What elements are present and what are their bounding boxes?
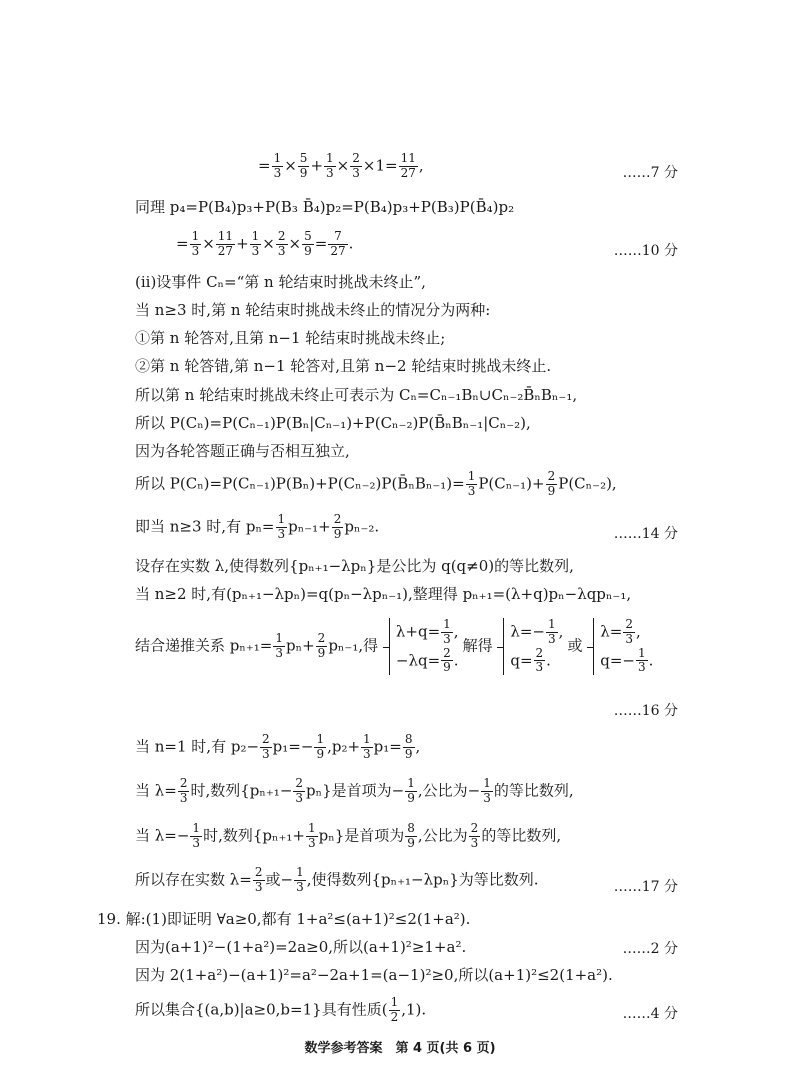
- fraction: $\frac{11}{27}$: [217, 229, 234, 258]
- fraction: $\frac{2}{9}$: [317, 631, 326, 661]
- fraction: $\frac{8}{9}$: [407, 821, 415, 850]
- fraction: $\frac{11}{27}$: [400, 151, 416, 180]
- text-line: 因为(a+1)²−(1+a²)=2a≥0,所以(a+1)²≥1+a².: [135, 938, 467, 956]
- fraction: $\frac{1}{3}$: [275, 631, 283, 661]
- fraction: $\frac{7}{27}$: [330, 229, 346, 258]
- score-mark: ……2 分: [622, 941, 678, 957]
- fraction: $\frac{1}{3}$: [192, 821, 201, 850]
- page-footer: 数学参考答案 第 4 页(共 6 页): [304, 1041, 496, 1056]
- fraction: $\frac{1}{3}$: [467, 469, 476, 498]
- equation-line-case-two: 当 λ=− $\frac{1}{3}$ 时,数列{pₙ₊₁+ $\frac{1}{3}$ pₙ}是首项为 $\frac{8}{9}$ ,公比为 $\frac{2}{3}$ 的等比数列,: [135, 821, 562, 850]
- equation-line-p3-result: = $\frac{1}{3}$ × $\frac{5}{9}$ + $\frac{1}{3}$ × $\frac{2}{3}$ ×1= $\frac{11}{27}$ ,: [258, 151, 424, 180]
- equation-line-conclusion: 所以存在实数 λ= $\frac{2}{3}$ 或− $\frac{1}{3}$ ,使得数列{pₙ₊₁−λpₙ}为等比数列.: [135, 865, 539, 894]
- fraction: $\frac{1}{3}$: [483, 776, 491, 805]
- equation-line-case-one: 当 λ= $\frac{2}{3}$ 时,数列{pₙ₊₁− $\frac{2}{3}$ pₙ}是首项为− $\frac{1}{9}$ ,公比为− $\frac{1}{3}$ 的等比数列,: [135, 776, 574, 805]
- equation-line-p4-result: = $\frac{1}{3}$ × $\frac{11}{27}$ + $\frac{1}{3}$ × $\frac{2}{3}$ × $\frac{5}{9}$ = $\frac{7}{27}$ .: [176, 229, 354, 258]
- text-line: 设存在实数 λ,使得数列{pₙ₊₁−λpₙ}是公比为 q(q≠0)的等比数列,: [135, 557, 574, 575]
- score-mark: ……4 分: [622, 1006, 678, 1022]
- fraction: $\frac{2}{3}$: [352, 151, 360, 180]
- text-line: 所以 P(Cₙ)=P(Cₙ₋₁)P(Bₙ|Cₙ₋₁)+P(Cₙ₋₂)P(B̄ₙBₙ₋₁|Cₙ₋₂),: [135, 414, 531, 432]
- text-line: 所以第 n 轮结束时挑战未终止可表示为 Cₙ=Cₙ₋₁Bₙ∪Cₙ₋₂B̄ₙBₙ₋₁,: [135, 386, 578, 404]
- fraction: $\frac{1}{3}$: [296, 865, 304, 894]
- fraction: $\frac{2}{3}$: [179, 776, 188, 805]
- equation-line-initial: 当 n=1 时,有 p₂− $\frac{2}{3}$ p₁=− $\frac{1}{9}$ ,p₂+ $\frac{1}{3}$ p₁= $\frac{8}{9}$ ,: [135, 732, 421, 761]
- fraction: $\frac{1}{3}$: [191, 229, 200, 258]
- fraction: $\frac{2}{3}$: [262, 732, 270, 761]
- text-line: 当 n≥3 时,第 n 轮结束时挑战未终止的情况分为两种:: [135, 301, 491, 319]
- fraction: $\frac{1}{3}$: [273, 151, 282, 180]
- fraction: $\frac{2}{3}$: [295, 776, 304, 805]
- fraction: $\frac{2}{3}$: [277, 229, 286, 258]
- score-mark: ……7 分: [622, 165, 678, 181]
- equation-line-pcn: 所以 P(Cₙ)=P(Cₙ₋₁)P(Bₙ)+P(Cₙ₋₂)P(B̄ₙBₙ₋₁)= $\frac{1}{3}$ P(Cₙ₋₁)+ $\frac{2}{9}$ P(Cₙ₋₂),: [135, 469, 617, 498]
- text-line: 因为各轮答题正确与否相互独立,: [135, 442, 350, 460]
- text-line: ②第 n 轮答错,第 n−1 轮答对,且第 n−2 轮结束时挑战未终止.: [135, 357, 552, 375]
- fraction: $\frac{5}{9}$: [304, 229, 312, 258]
- text-line: 因为 2(1+a²)−(a+1)²=a²−2a+1=(a−1)²≥0,所以(a+1)²≤2(1+a²).: [135, 966, 613, 984]
- score-mark: ……16 分: [613, 703, 678, 719]
- fraction: $\frac{2}{9}$: [333, 512, 342, 541]
- fraction: $\frac{2}{3}$: [470, 821, 479, 850]
- fraction: $\frac{1}{3}$: [363, 732, 371, 761]
- text-line: 同理 p₄=P(B₄)p₃+P(B₃ B̄₄)p₂=P(B₄)p₃+P(B₃)P(B̄₄)p₂: [135, 198, 515, 216]
- text-line: ①第 n 轮答对,且第 n−1 轮结束时挑战未终止;: [135, 329, 446, 347]
- fraction: $\frac{1}{3}$: [277, 512, 286, 541]
- fraction: $\frac{8}{9}$: [404, 732, 413, 761]
- equation-line-property: 所以集合{(a,b)|a≥0,b=1}具有性质( $\frac{1}{2}$ ,1).: [135, 995, 427, 1024]
- score-mark: ……14 分: [613, 526, 678, 542]
- text-line: 当 n≥2 时,有(pₙ₊₁−λpₙ)=q(pₙ−λpₙ₋₁),整理得 pₙ₊₁=(λ+q)pₙ−λqpₙ₋₁,: [135, 585, 632, 603]
- fraction: $\frac{2}{9}$: [547, 469, 556, 498]
- fraction: $\frac{1}{3}$: [251, 229, 260, 258]
- equation-line-recurrence: 即当 n≥3 时,有 pₙ= $\frac{1}{3}$ pₙ₋₁+ $\frac{2}{9}$ pₙ₋₂.: [135, 512, 380, 541]
- equation-system-brace: λ= $\frac{2}{3}$ , q=− $\frac{1}{3}$ .: [593, 618, 653, 675]
- equation-system-brace: λ+q= $\frac{1}{3}$ , −λq= $\frac{2}{9}$ .: [389, 618, 459, 675]
- fraction: $\frac{1}{2}$: [390, 995, 399, 1024]
- fraction: $\frac{5}{9}$: [299, 151, 308, 180]
- fraction: $\frac{1}{3}$: [307, 821, 316, 850]
- fraction: $\frac{1}{9}$: [407, 776, 415, 805]
- problem-19-heading: 19. 解:(1)即证明 ∀a≥0,都有 1+a²≤(a+1)²≤2(1+a²).: [97, 910, 471, 928]
- equation-system-brace: λ=− $\frac{1}{3}$ , q= $\frac{2}{3}$ .: [503, 618, 563, 675]
- text-line: (ii)设事件 Cₙ=“第 n 轮结束时挑战未终止”,: [135, 273, 426, 291]
- equation-line-systems: 结合递推关系 pₙ₊₁= $\frac{1}{3}$ pₙ+ $\frac{2}{9}$ pₙ₋₁,得 λ+q= $\frac{1}{3}$ , −λq= $\frac{2}{9}$ . 解得 λ=− $\frac{1}{3}$ , q= $\frac{2}{3}$ . 或 λ= $\frac{2}{3}$ , q=− $\frac{1}{3}$ .: [135, 617, 654, 675]
- fraction: $\frac{2}{3}$: [254, 865, 263, 894]
- score-mark: ……17 分: [613, 879, 678, 895]
- fraction: $\frac{1}{3}$: [326, 151, 334, 180]
- fraction: $\frac{1}{9}$: [316, 732, 325, 761]
- score-mark: ……10 分: [613, 243, 678, 259]
